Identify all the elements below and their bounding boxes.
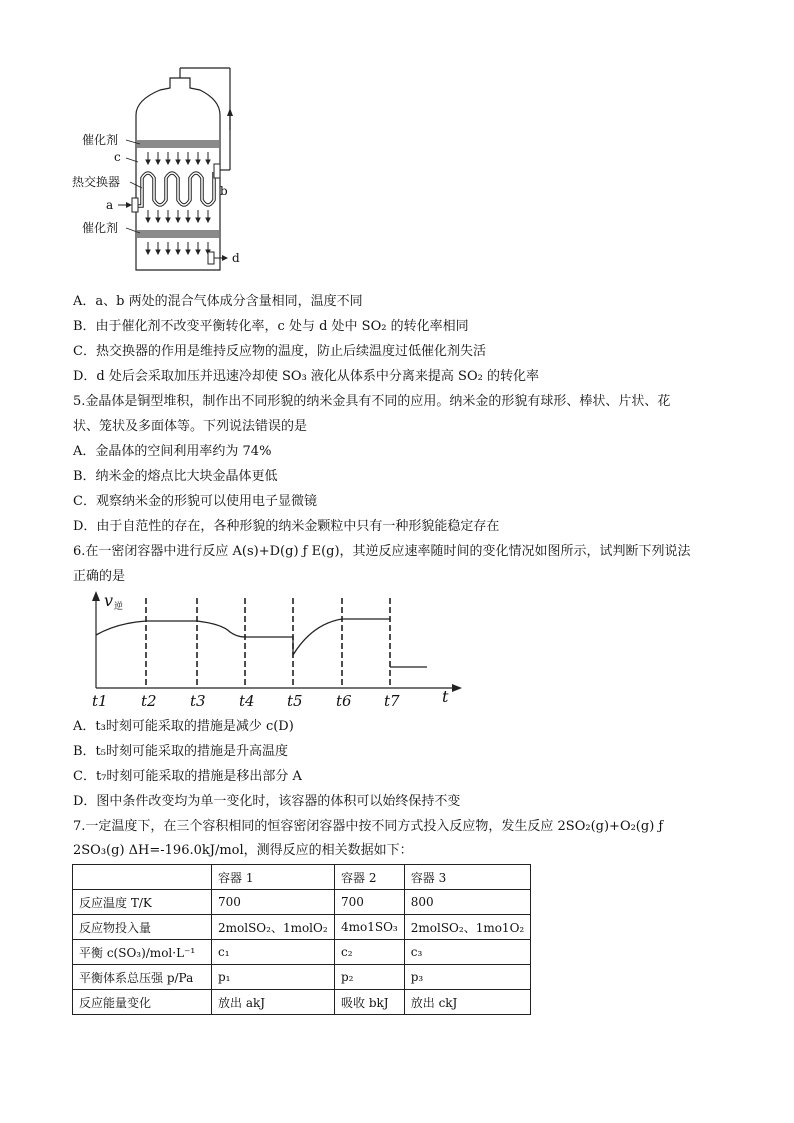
- q4-option-a: A．a、b 两处的混合气体成分含量相同，温度不同: [73, 294, 363, 309]
- catalyst-band-top: [137, 140, 219, 148]
- q7-data-table: [72, 864, 531, 1015]
- table-row: [73, 990, 531, 1015]
- tick-t7: t7: [384, 692, 400, 710]
- table-cell: 反应能量变化: [73, 990, 212, 1015]
- table-cell: 800: [404, 890, 530, 915]
- q4-option-c: C．热交换器的作用是维持反应物的温度，防止后续温度过低催化剂失活: [73, 344, 486, 359]
- table-cell: 2molSO₂、1molO₂: [212, 915, 335, 940]
- table-cell: 反应物投入量: [73, 915, 212, 940]
- table-cell: c₂: [335, 940, 405, 965]
- table-cell: c₁: [212, 940, 335, 965]
- table-header-row: [73, 865, 531, 890]
- table-cell: p₂: [335, 965, 405, 990]
- table-cell: 容器 3: [404, 865, 530, 890]
- table-cell: 4mo1SO₃: [335, 915, 405, 940]
- label-catalyst-top: 催化剂: [82, 133, 119, 147]
- table-cell: 放出 akJ: [212, 990, 335, 1015]
- tick-t1: t1: [92, 692, 108, 710]
- y-axis-label: v: [104, 591, 114, 610]
- q6-stem-line2: 正确的是: [73, 569, 126, 584]
- tick-t5: t5: [287, 692, 303, 710]
- label-d: d: [232, 251, 240, 265]
- table-row: [73, 890, 531, 915]
- table-row: [73, 915, 531, 940]
- label-catalyst-bottom: 催化剂: [82, 221, 119, 235]
- x-axis-label: t: [442, 687, 449, 706]
- q5-option-b: B．纳米金的熔点比大块金晶体更低: [73, 469, 278, 484]
- label-heat-exchanger: 热交换器: [72, 175, 121, 189]
- catalyst-band-bottom: [137, 230, 219, 238]
- label-c: c: [114, 150, 121, 164]
- table-cell: c₃: [404, 940, 530, 965]
- label-b: b: [220, 184, 228, 198]
- q4-option-b: B．由于催化剂不改变平衡转化率，c 处与 d 处中 SO₂ 的转化率相同: [73, 319, 469, 334]
- table-row: [73, 940, 531, 965]
- table-cell: 容器 2: [335, 865, 405, 890]
- rate-time-graph: [72, 588, 472, 712]
- q5-option-d: D．由于自范性的存在，各种形貌的纳米金颗粒中只有一种形貌能稳定存在: [73, 519, 500, 534]
- q6-option-b: B．t₅时刻可能采取的措施是升高温度: [73, 744, 288, 759]
- q5-option-a: A．金晶体的空间利用率约为 74%: [73, 444, 272, 459]
- table-cell: 700: [335, 890, 405, 915]
- table-cell: 平衡 c(SO₃)/mol·L⁻¹: [73, 940, 212, 965]
- label-a: a: [106, 198, 114, 212]
- y-axis-subscript: 逆: [114, 602, 124, 612]
- q5-stem-line2: 状、笼状及多面体等。下列说法错误的是: [73, 419, 308, 434]
- reactor-diagram: [70, 20, 270, 278]
- q6-option-c: C．t₇时刻可能采取的措施是移出部分 A: [73, 769, 302, 784]
- table-cell: [73, 865, 212, 890]
- table-cell: 700: [212, 890, 335, 915]
- table-cell: 放出 ckJ: [404, 990, 530, 1015]
- table-cell: 2molSO₂、1mo1O₂: [404, 915, 530, 940]
- q5-option-c: C．观察纳米金的形貌可以使用电子显微镜: [73, 494, 317, 509]
- tick-t6: t6: [336, 692, 352, 710]
- table-cell: 容器 1: [212, 865, 335, 890]
- table-cell: 反应温度 T/K: [73, 890, 212, 915]
- q6-option-d: D．图中条件改变均为单一变化时，该容器的体积可以始终保持不变: [73, 794, 461, 809]
- q6-stem-line1: 6.在一密闭容器中进行反应 A(s)+D(g) ƒ E(g)，其逆反应速率随时间的变化情况如图所示，试判断下列说法: [73, 544, 691, 559]
- q7-stem-line1: 7.一定温度下，在三个容积相同的恒容密闭容器中按不同方式投入反应物，发生反应 2SO₂(g)+O₂(g) ƒ: [73, 819, 664, 834]
- table-cell: 吸收 bkJ: [335, 990, 405, 1015]
- tick-t4: t4: [239, 692, 255, 710]
- tick-t3: t3: [190, 692, 206, 710]
- table-cell: p₁: [212, 965, 335, 990]
- q5-stem-line1: 5.金晶体是铜型堆积，制作出不同形貌的纳米金具有不同的应用。纳米金的形貌有球形、棒状、片状、花: [73, 394, 671, 409]
- table-row: [73, 965, 531, 990]
- q7-stem-line2: 2SO₃(g) ΔH=-196.0kJ/mol，测得反应的相关数据如下：: [73, 843, 413, 858]
- q4-option-d: D．d 处后会采取加压并迅速冷却使 SO₃ 液化从体系中分离来提高 SO₂ 的转化率: [73, 369, 539, 384]
- table-cell: p₃: [404, 965, 530, 990]
- table-cell: 平衡体系总压强 p/Pa: [73, 965, 212, 990]
- tick-t2: t2: [141, 692, 157, 710]
- q6-option-a: A．t₃时刻可能采取的措施是减少 c(D): [73, 719, 294, 734]
